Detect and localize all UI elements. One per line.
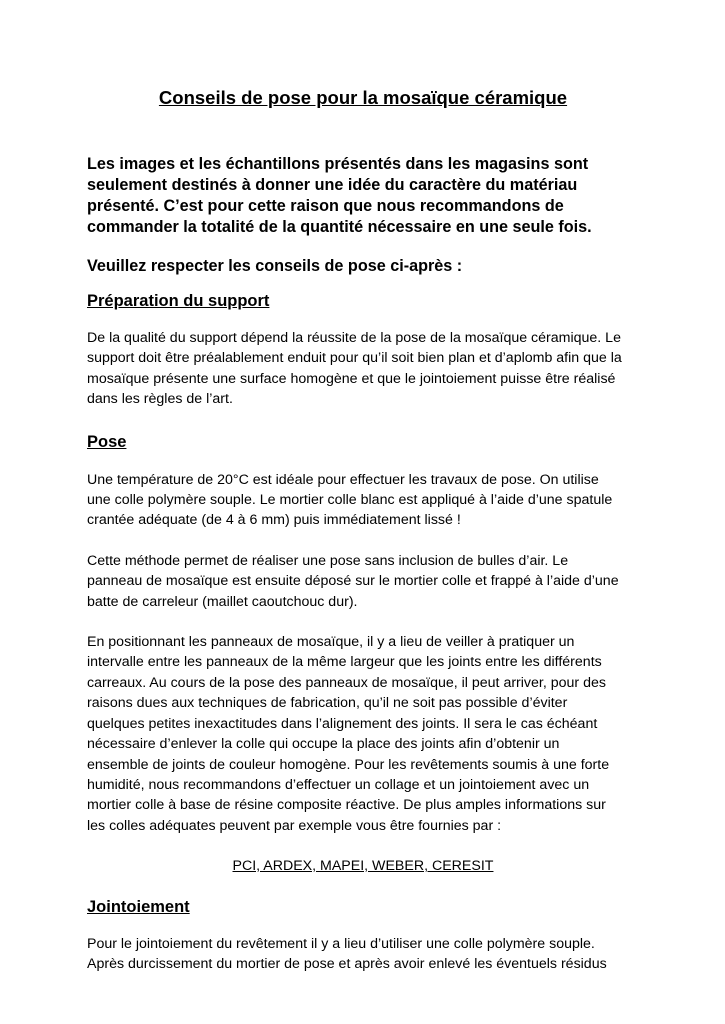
- text-line: En positionnant les panneaux de mosaïque, il y a lieu de veiller à pratiquer un: [87, 634, 575, 651]
- intro-line: présenté. C’est pour cette raison que nous recommandons de: [87, 197, 564, 215]
- intro-paragraph: [87, 154, 639, 238]
- text-line: intervalle entre les panneaux de la même largeur que les joints entre les différents: [87, 654, 602, 671]
- jointoiement-paragraph: [87, 934, 639, 975]
- text-line: raisons dues aux techniques de fabrication, qu’il ne soit pas possible d’éviter: [87, 695, 568, 712]
- text-line: dans les règles de l’art.: [87, 391, 233, 408]
- document-page: [87, 86, 639, 974]
- text-line: ensemble de joints de couleur homogène. Pour les revêtements soumis à une forte: [87, 756, 610, 773]
- section-heading-preparation: Préparation du support: [87, 292, 270, 310]
- text-line: carreaux. Au cours de la pose des panneaux de mosaïque, il peut arriver, pour des: [87, 674, 606, 691]
- pose-paragraph-1: [87, 470, 639, 531]
- text-line: Pour le jointoiement du revêtement il y a lieu d’utiliser une colle polymère souple.: [87, 935, 595, 952]
- advice-heading: Veuillez respecter les conseils de pose ci-après :: [87, 257, 463, 275]
- intro-line: seulement destinés à donner une idée du caractère du matériau: [87, 176, 578, 194]
- adhesive-brands: PCI, ARDEX, MAPEI, WEBER, CERESIT: [232, 858, 494, 875]
- text-line: De la qualité du support dépend la réussite de la pose de la mosaïque céramique. Le: [87, 330, 621, 346]
- pose-paragraph-3: [87, 632, 639, 836]
- preparation-paragraph: [87, 328, 639, 410]
- intro-line: commander la totalité de la quantité nécessaire en une seule fois.: [87, 218, 592, 236]
- text-line: support doit être préalablement enduit pour qu’il soit bien plan et d’aplomb afin que la: [87, 350, 622, 367]
- text-line: mortier colle à base de résine composite réactive. De plus amples informations sur: [87, 797, 606, 814]
- text-line: crantée adéquate (de 4 à 6 mm) puis immédiatement lissé !: [87, 512, 461, 529]
- text-line: Après durcissement du mortier de pose et après avoir enlevé les éventuels résidus: [87, 955, 607, 972]
- text-line: les colles adéquates peuvent par exemple vous être fournies par :: [87, 817, 502, 834]
- text-line: quelques petites inexactitudes dans l’alignement des joints. Il sera le cas échéant: [87, 715, 598, 732]
- text-line: une colle polymère souple. Le mortier colle blanc est appliqué à l’aide d’une spatule: [87, 492, 613, 509]
- document-title: Conseils de pose pour la mosaïque céramique: [158, 87, 568, 108]
- text-line: panneau de mosaïque est ensuite déposé sur le mortier colle et frappé à l’aide d’une: [87, 573, 619, 590]
- text-line: batte de carreleur (maillet caoutchouc dur).: [87, 593, 358, 610]
- section-heading-pose: Pose: [87, 432, 127, 451]
- text-line: mosaïque présente une surface homogène et que le jointoiement puisse être réalisé: [87, 370, 616, 387]
- text-line: Cette méthode permet de réaliser une pose sans inclusion de bulles d’air. Le: [87, 552, 569, 569]
- text-line: humidité, nous recommandons d’effectuer un collage et un jointoiement avec un: [87, 776, 590, 793]
- pose-paragraph-2: [87, 551, 639, 612]
- text-line: nécessaire d’enlever la colle qui occupe la place des joints afin d’obtenir un: [87, 736, 560, 753]
- intro-line: Les images et les échantillons présentés dans les magasins sont: [87, 155, 589, 173]
- text-line: Une température de 20°C est idéale pour effectuer les travaux de pose. On utilise: [87, 471, 599, 488]
- section-heading-jointoiement: Jointoiement: [87, 897, 190, 916]
